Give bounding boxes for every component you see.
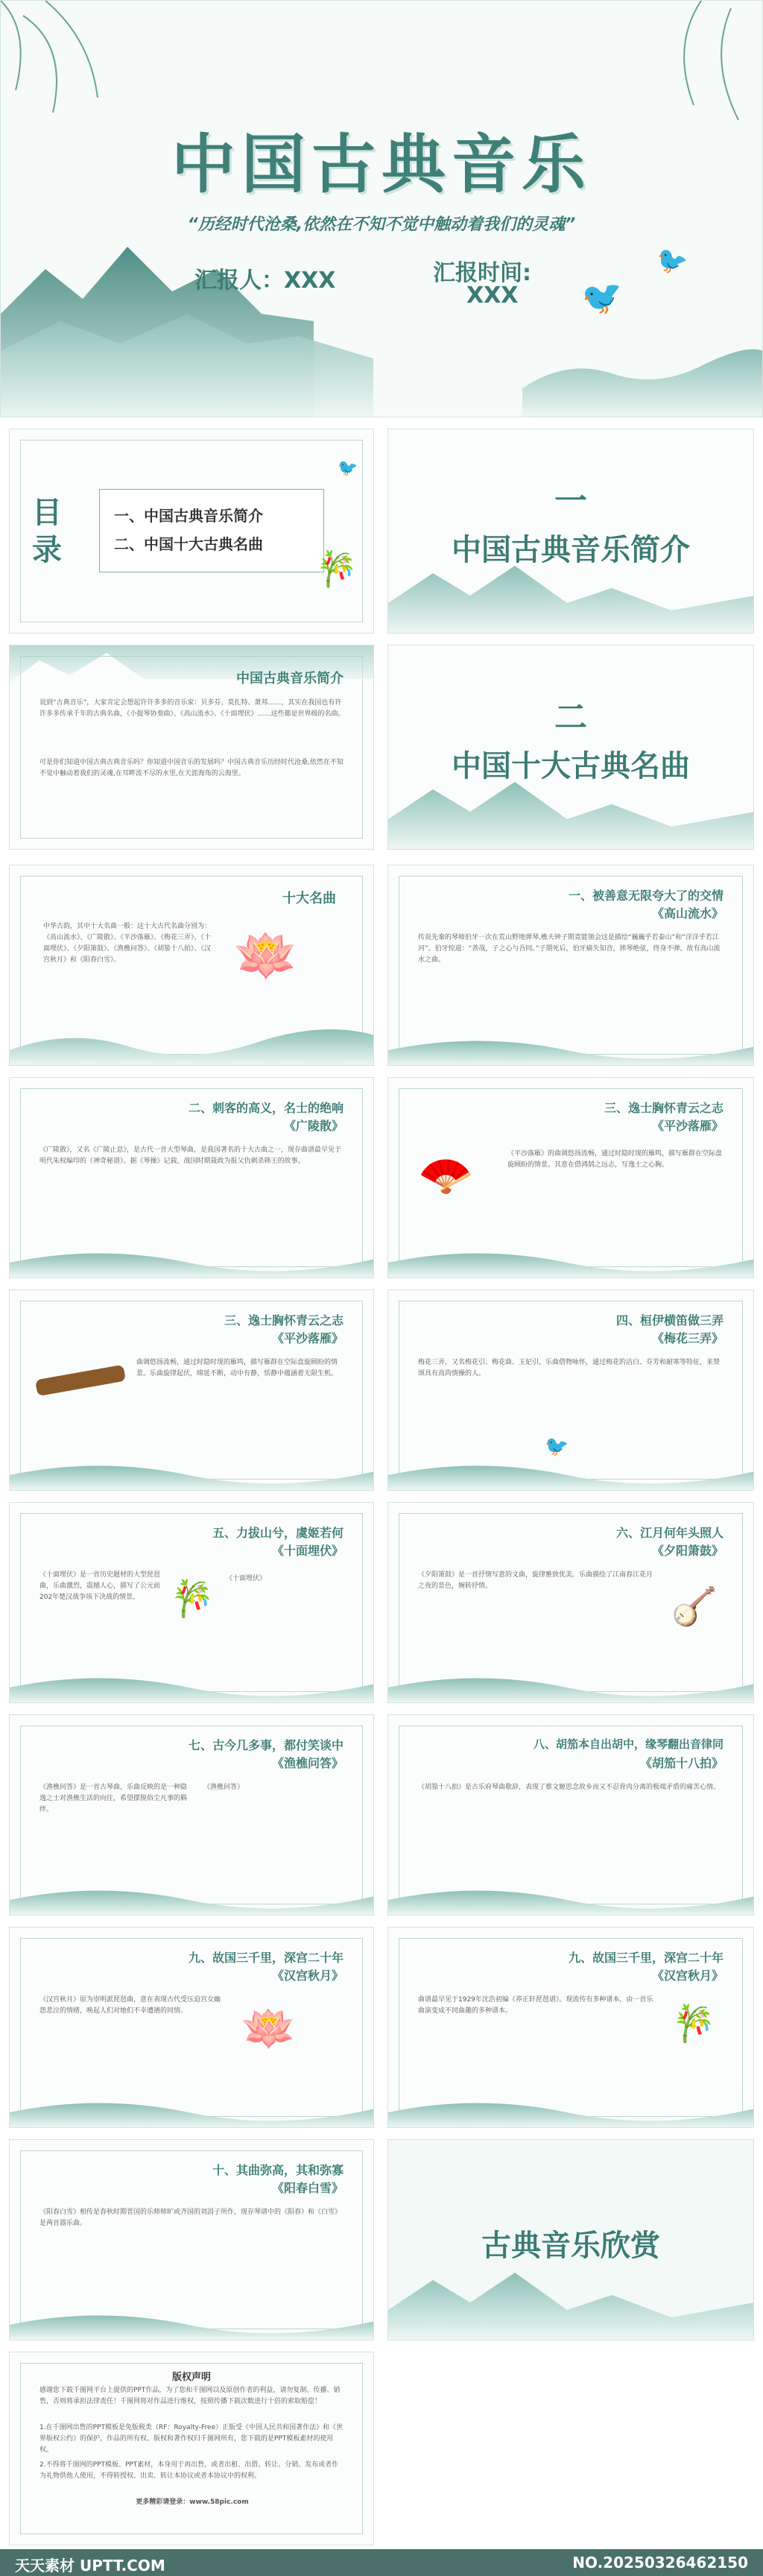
song-name: 《汉宫秋月》 <box>271 1969 343 1983</box>
mountain-illustration <box>10 1878 374 1915</box>
section-title: 古典音乐欣赏 <box>481 2229 660 2263</box>
copyright-title: 版权声明 <box>171 2372 211 2383</box>
mountain-illustration <box>388 1878 754 1915</box>
cover-reporter: 汇报人：XXX <box>194 268 336 294</box>
toc-slide <box>9 429 374 634</box>
song-name: 《阳春白雪》 <box>271 2181 343 2195</box>
mountain-illustration <box>10 1240 374 1278</box>
song-slide <box>9 1289 374 1491</box>
song-name: 《汉宫秋月》 <box>651 1969 724 1983</box>
song-heading: 七、古今几多事，都付笑谈中 <box>188 1738 343 1752</box>
section-title: 中国十大古典名曲 <box>452 749 690 783</box>
swallow-icon: 🐦 <box>545 1436 569 1458</box>
song-heading: 九、故国三千里，深宫二十年 <box>568 1951 724 1965</box>
bamboo-icon: 🎋 <box>315 549 358 589</box>
appreciation-slide <box>387 2139 754 2340</box>
mountain-illustration <box>388 1240 754 1278</box>
song-heading: 四、桓伊横笛做三弄 <box>615 1313 724 1328</box>
song-slide <box>387 1927 754 2128</box>
toc-item[interactable]: 二、中国十大古典名曲 <box>114 535 263 553</box>
body-text: 《夕阳箫鼓》是一首抒情写意的文曲，旋律雅致优美。乐曲描绘了江南春江花月之夜的景色，婉转抒情。 <box>418 1571 653 1590</box>
mountain-illustration <box>1 1 763 417</box>
song-name: 《胡笳十八拍》 <box>639 1756 724 1770</box>
body-text: 中华古韵，其中十大名曲一般：这十大古代名曲分别为：《高山流水》、《广陵散》、《平沙落雁》、《梅花三弄》、《十面埋伏》、《夕阳箫鼓》、《渔樵问答》、《胡笳十八拍》、《汉宫秋月》和《阳春白雪》。 <box>43 923 212 964</box>
lotus-icon: 🪷 <box>233 925 299 986</box>
song-slide <box>9 1502 374 1703</box>
lotus-icon: 🪷 <box>241 2003 297 2055</box>
song-heading: 十、其曲弥高，其和弥寡 <box>212 2163 343 2177</box>
body-text: 梅花三弄，又名梅花引、梅花曲、玉妃引。乐曲借物咏怀，通过梅花的洁白、芬芳和耐寒等特征，来赞颂具有高尚情操的人。 <box>418 1359 721 1377</box>
mountain-illustration <box>388 1028 754 1065</box>
guqin-icon <box>35 1365 126 1397</box>
body-text: 《平沙落雁》的曲调悠扬流畅，通过时隐时现的雁鸣，描写雁群在空际盘旋顾盼的情景。其意在借鸿鹄之远志，写逸士之心胸。 <box>507 1150 723 1169</box>
song-heading: 二、刺客的高义，名士的绝响 <box>188 1101 343 1115</box>
copyright-line: 2.不得将千图网的PPT模板、PPT素材，本身用于再出售，或者出租、出借、转让、分销、发布或者作为礼物供他人使用，不得转授权、出卖、转让本协议或者本协议中的权利。 <box>39 2461 339 2480</box>
copyright-link[interactable]: 更多精彩请登录：www.58pic.com <box>136 2498 249 2506</box>
swallow-icon: 🐦 <box>338 459 358 478</box>
song-slide <box>9 1927 374 2128</box>
song-name: 《梅花三弄》 <box>651 1331 724 1345</box>
bamboo-icon: 🎋 <box>671 2003 716 2045</box>
song-heading: 八、胡笳本自出胡中，缘琴翻出音律同 <box>533 1737 724 1751</box>
body-text: 《胡笳十八拍》是古乐府琴曲歌辞，表现了蔡文姬思念故乡而又不忍骨肉分离的极端矛盾的痛苦心情。 <box>418 1784 721 1791</box>
song-heading: 三、逸士胸怀青云之志 <box>604 1101 724 1115</box>
song-slide <box>387 1502 754 1703</box>
song-name: 《平沙落雁》 <box>651 1119 724 1133</box>
copyright-line: 感谢您下载千图网平台上提供的PPT作品，为了您和千图网以及原创作者的利益，请勿复制、传播、销售，否则将承担法律责任！千图网将对作品进行维权，按照传播下载次数进行十倍的索取赔偿！ <box>39 2387 341 2405</box>
song-slide <box>387 865 754 1066</box>
mountain-illustration <box>388 2090 754 2127</box>
body-text: 《阳春白雪》相传是春秋时期晋国的乐师师旷或齐国的刘涓子所作，现存琴谱中的《阳春》和《白雪》是两首器乐曲。 <box>39 2209 342 2227</box>
copyright-slide <box>9 2352 374 2545</box>
mountain-illustration <box>10 2302 374 2340</box>
song-heading: 三、逸士胸怀青云之志 <box>224 1313 343 1328</box>
body-text: 《广陵散》，又名《广陵止息》，是古代一首大型琴曲，是我国著名的十大古曲之一，现存曲谱最早见于明代朱权编印的《神奇秘谱》。据《琴操》记载，战国时期聂政为报父仇刺杀韩王的故事。 <box>39 1146 342 1165</box>
song-name: 《广陵散》 <box>283 1119 343 1133</box>
body-text: 可是你们知道中国古典古典音乐吗？你知道中国音乐的发展吗？中国古典音乐历经时代沧桑,依然在不知不觉中触动着我们的灵魂,在耳畔流不尽的水里,在天涯海角的云海里。 <box>39 759 343 777</box>
body-text: 曲谱最早见于1929年沈浩初编《养正轩琵琶谱》。现流传有多种谱本，由一首乐曲演变成不同曲趣的多种谱本。 <box>418 1996 653 2015</box>
song-heading: 一、被善意无限夸大了的交情 <box>568 888 724 903</box>
swallow-icon: 🐦 <box>576 270 630 323</box>
section-title: 中国古典音乐简介 <box>452 533 690 567</box>
song-slide <box>387 1289 754 1491</box>
song-slide <box>387 1077 754 1278</box>
pipa-icon: 🪕 <box>671 1585 718 1628</box>
toc-item[interactable]: 一、中国古典音乐简介 <box>114 507 263 525</box>
song-slide <box>9 1714 374 1916</box>
intro-slide <box>9 645 374 850</box>
cover-quote: “历经时代沧桑,依然在不知不觉中触动着我们的灵魂” <box>187 215 576 234</box>
mountain-illustration <box>10 1020 374 1065</box>
body-text: 《十面埋伏》 <box>226 1575 267 1582</box>
cover-time-value: XXX <box>466 282 519 309</box>
body-text: 《十面埋伏》是一首历史题材的大型琵琶曲，乐曲激烈，震撼人心，描写了公元前202年楚汉战争垓下决战的情景。 <box>39 1571 161 1601</box>
section-number: 二 <box>554 698 587 736</box>
song-slide <box>387 1714 754 1916</box>
mountain-illustration <box>10 2090 374 2127</box>
fan-icon: 🪭 <box>418 1149 474 1202</box>
song-heading: 五、力拔山兮，虞姬若何 <box>212 1526 343 1540</box>
bamboo-icon: 🎋 <box>170 1578 215 1620</box>
cover-slide <box>0 0 763 417</box>
song-name: 《高山流水》 <box>651 906 724 921</box>
toc-label-2: 录 <box>32 533 62 567</box>
song-name: 《夕阳箫鼓》 <box>651 1544 724 1558</box>
song-slide <box>9 2139 374 2340</box>
slide-title: 十大名曲 <box>282 891 336 906</box>
section1-slide <box>387 429 754 634</box>
song-heading: 六、江月何年头照人 <box>615 1526 724 1540</box>
section-number: 一 <box>554 482 587 520</box>
cover-title: 中国古典音乐 <box>171 127 592 202</box>
song-name: 《十面埋伏》 <box>271 1544 343 1558</box>
swallow-icon: 🐦 <box>653 244 691 280</box>
song-heading: 九、故国三千里，深宫二十年 <box>188 1951 343 1965</box>
top10-slide <box>9 865 374 1066</box>
body-text: 《汉宫秋月》原为崇明派琵琶曲，意在表现古代受压迫宫女幽怨悲泣的情绪，唤起人们对她们不幸遭遇的同情。 <box>39 1996 221 2015</box>
body-text: 曲调悠扬流畅，通过时隐时现的雁鸣，描写雁群在空际盘旋顾盼的情景。乐曲旋律起伏，绵延不断，动中有静，恬静中蕴涵着无限生机。 <box>136 1359 338 1377</box>
copyright-line: 1.在千图网出售的PPT模板是免版税类（RF：Royalty-Free）正版受《中国人民共和国著作法》和《世界版权公约》的保护，作品的所有权、版权和著作权归千图网所有，您下载的是PPT模板素材的使用权。 <box>39 2424 343 2454</box>
song-name: 《渔樵问答》 <box>271 1756 343 1770</box>
body-text: 《渔樵问答》是一首古琴曲，乐曲反映的是一种隐逸之士对渔樵生活的向往，希望摆脱俗尘凡事的羁绊。 <box>39 1784 188 1813</box>
body-text: 传说先秦的琴师伯牙一次在荒山野地弹琴,樵夫钟子期竟能领会这是描绘“巍巍乎若泰山”和“洋洋乎若江河”。伯牙惊道：“善哉，子之心与吾同。”子期死后，伯牙痛失知音，摔琴绝弦，终身不弹。故有高山流水之曲。 <box>418 934 721 964</box>
cover-time-label: 汇报时间: <box>433 260 531 286</box>
song-name: 《平沙落雁》 <box>271 1331 343 1345</box>
footer-bar <box>0 2549 763 2576</box>
body-text: 说到“古典音乐”，大家肯定会想起许许多多的音乐家：贝多芬、莫扎特、萧邦……，其实在我国也有许许多多传承千年的古典名曲，《小提琴协奏曲》、《高山流水》、《十面埋伏》……这些都是世界级的名曲。 <box>39 699 345 718</box>
footer-left: 天天素材 UPTT.COM <box>15 2557 165 2575</box>
slide-title: 中国古典音乐简介 <box>236 671 343 686</box>
mountain-illustration <box>388 1453 754 1490</box>
mountain-illustration <box>10 1665 374 1702</box>
mountain-illustration <box>388 1665 754 1702</box>
toc-box <box>99 489 324 572</box>
section2-slide <box>387 645 754 850</box>
footer-right: NO.20250326462150 <box>572 2554 748 2572</box>
song-slide <box>9 1077 374 1278</box>
mountain-illustration <box>10 1453 374 1490</box>
toc-label-1: 目 <box>32 496 62 530</box>
body-text: 《渔樵问答》 <box>203 1784 244 1791</box>
